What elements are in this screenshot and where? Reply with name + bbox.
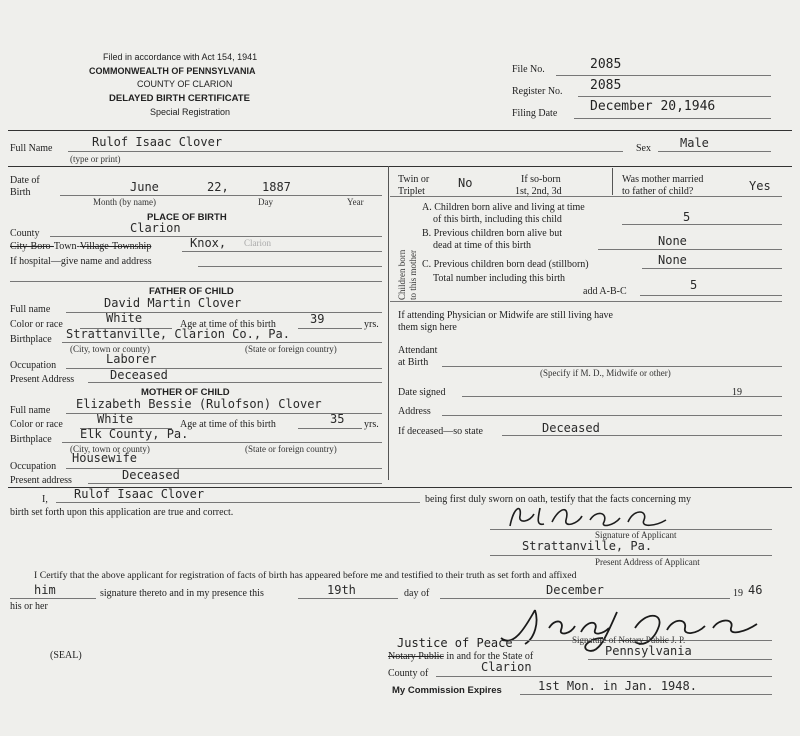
father-occupation-label: Occupation (10, 360, 57, 371)
father-birthplace-value: Strattanville, Clarion Co., Pa. (66, 327, 290, 341)
children-total-label-1: Total number including this birth (433, 273, 566, 284)
mother-city-hint: (City, town or county) (70, 444, 150, 454)
affidavit-applicant: Rulof Isaac Clover (74, 487, 205, 501)
attendant-label-1: Attendant (398, 345, 438, 356)
official-county-label: County of (388, 668, 429, 679)
his-or-her-label: his or her (10, 601, 48, 612)
filing-date-label: Filing Date (512, 108, 558, 119)
pob-township-value: Knox, (190, 236, 227, 250)
father-city-hint: (City, town or county) (70, 344, 150, 354)
married-label-2: to father of child? (622, 186, 694, 197)
mother-color-label: Color or race (10, 419, 63, 430)
mother-birthplace-value: Elk County, Pa. (80, 427, 189, 441)
mother-occupation-label: Occupation (10, 461, 57, 472)
file-no-label: File No. (512, 64, 545, 75)
married-value: Yes (749, 179, 771, 193)
state-value: Pennsylvania (605, 644, 692, 658)
commission-label: My Commission Expires (392, 685, 502, 696)
certify-year: 46 (748, 583, 763, 597)
mother-name-label: Full name (10, 405, 51, 416)
day-label: Day (258, 197, 273, 207)
father-birthplace-label: Birthplace (10, 334, 52, 345)
father-age-label: Age at time of this birth (180, 319, 276, 330)
children-c-label: C. Previous children born dead (stillborn) (422, 259, 589, 270)
sex-value: Male (680, 136, 709, 150)
affidavit-i: I, (42, 494, 48, 505)
sex-label: Sex (636, 143, 651, 154)
type-hint: (type or print) (70, 154, 121, 164)
children-total-value: 5 (690, 278, 698, 292)
mother-address-label: Present address (10, 475, 72, 486)
header-title: DELAYED BIRTH CERTIFICATE (109, 93, 250, 104)
place-of-birth-heading: PLACE OF BIRTH (147, 212, 227, 223)
filing-date-value: December 20,1946 (590, 99, 716, 114)
applicant-present-address-label: Present Address of Applicant (595, 557, 700, 567)
father-heading: FATHER OF CHILD (149, 286, 234, 297)
mother-heading: MOTHER OF CHILD (141, 387, 230, 398)
affidavit-sworn-text: being first duly sworn on oath, testify that the facts concerning my (425, 494, 692, 505)
attendant-address-label: Address (398, 406, 431, 417)
twin-label-1: Twin or (398, 174, 430, 185)
children-b-value: None (658, 234, 687, 248)
attendant-label-2: at Birth (398, 357, 429, 368)
certify-month: December (546, 583, 604, 597)
father-address-label: Present Address (10, 374, 75, 385)
children-b-label-1: B. Previous children born alive but (422, 228, 562, 239)
pob-county-value: Clarion (130, 221, 181, 235)
father-address-value: Deceased (110, 368, 168, 382)
mother-occupation-value: Housewife (72, 451, 138, 465)
official-signature-label: Signature of Notary Public J. P. (572, 635, 686, 645)
children-side-label-2: to this mother (408, 250, 418, 300)
deceased-label: If deceased—so state (398, 426, 483, 437)
father-color-value: White (106, 311, 143, 325)
day-of-label: day of (404, 588, 430, 599)
twin-label-2: Triplet (398, 186, 425, 197)
mother-birthplace-label: Birthplace (10, 434, 52, 445)
applicant-present-address: Strattanville, Pa. (522, 539, 653, 553)
mother-name-value: Elizabeth Bessie (Rulofson) Clover (76, 397, 322, 411)
certify-pronoun: him (34, 583, 56, 597)
dob-label-2: Birth (10, 187, 31, 198)
father-yrs: yrs. (364, 319, 379, 330)
file-no-value: 2085 (590, 57, 622, 72)
justice-of-peace: Justice of Peace (397, 636, 513, 650)
father-age-value: 39 (310, 312, 325, 326)
children-total-label-2: add A-B-C (583, 286, 627, 297)
pob-township-extra: Clarion (244, 238, 271, 248)
affidavit-birth-text: birth set forth upon this application are true and correct. (10, 507, 234, 518)
mother-age-value: 35 (330, 412, 345, 426)
born-order-label-2: 1st, 2nd, 3d (515, 186, 562, 197)
children-side-label-1: Children born (397, 249, 407, 300)
married-label-1: Was mother married (622, 174, 704, 185)
header-commonwealth: COMMONWEALTH OF PENNSYLVANIA (89, 66, 256, 76)
father-occupation-value: Laborer (106, 352, 157, 366)
date-signed-label: Date signed (398, 387, 446, 398)
header-county: COUNTY OF CLARION (137, 79, 233, 89)
register-no-value: 2085 (590, 78, 622, 93)
father-color-label: Color or race (10, 319, 63, 330)
mother-yrs: yrs. (364, 419, 379, 430)
seal-label: (SEAL) (50, 650, 82, 661)
child-name-value: Rulof Isaac Clover (92, 135, 223, 149)
month-label: Month (by name) (93, 197, 156, 207)
dob-month: June (130, 180, 159, 194)
dob-day: 22, (207, 180, 229, 194)
hospital-label: If hospital—give name and address (10, 256, 152, 267)
father-name-value: David Martin Clover (104, 296, 242, 310)
children-c-value: None (658, 253, 687, 267)
in-and-for-state: Notary Public in and for the State of (388, 651, 534, 662)
certify-day: 19th (327, 583, 356, 597)
father-state-hint: (State or foreign country) (245, 344, 337, 354)
attendant-intro-2: them sign here (398, 322, 457, 333)
year-label: Year (347, 197, 364, 207)
attendant-specify: (Specify if M. D., Midwife or other) (540, 368, 671, 378)
mother-address-value: Deceased (122, 468, 180, 482)
dob-label-1: Date of (10, 175, 40, 186)
header-act: Filed in accordance with Act 154, 1941 (103, 52, 258, 62)
twin-value: No (458, 176, 473, 190)
mother-color-value: White (97, 412, 134, 426)
official-county-value: Clarion (481, 660, 532, 674)
pob-county-label: County (10, 228, 40, 239)
dob-year: 1887 (262, 180, 291, 194)
date-signed-suffix: 19 (732, 387, 742, 398)
header-special: Special Registration (150, 107, 231, 117)
child-name-label: Full Name (10, 143, 53, 154)
father-name-label: Full name (10, 304, 51, 315)
certify-text: I Certify that the above applicant for registration of facts of birth has appeared before me and testified to their truth as set forth and affixed (34, 570, 577, 581)
applicant-signature-label: Signature of Applicant (595, 530, 677, 540)
certify-year-prefix: 19 (733, 588, 743, 599)
mother-age-label: Age at time of this birth (180, 419, 276, 430)
register-no-label: Register No. (512, 86, 563, 97)
mother-state-hint: (State or foreign country) (245, 444, 337, 454)
signature-thereto-text: signature thereto and in my presence this (100, 588, 264, 599)
children-b-label-2: dead at time of this birth (433, 240, 532, 251)
commission-value: 1st Mon. in Jan. 1948. (538, 679, 697, 693)
attendant-intro-1: If attending Physician or Midwife are still living have (398, 310, 613, 321)
deceased-value: Deceased (542, 421, 600, 435)
children-a-value: 5 (683, 210, 691, 224)
children-a-label-1: A. Children born alive and living at time (422, 202, 585, 213)
municipality-type: City-Boro-Town-Village-Township (10, 241, 152, 252)
children-a-label-2: of this birth, including this child (433, 214, 562, 225)
born-order-label-1: If so-born (521, 174, 561, 185)
